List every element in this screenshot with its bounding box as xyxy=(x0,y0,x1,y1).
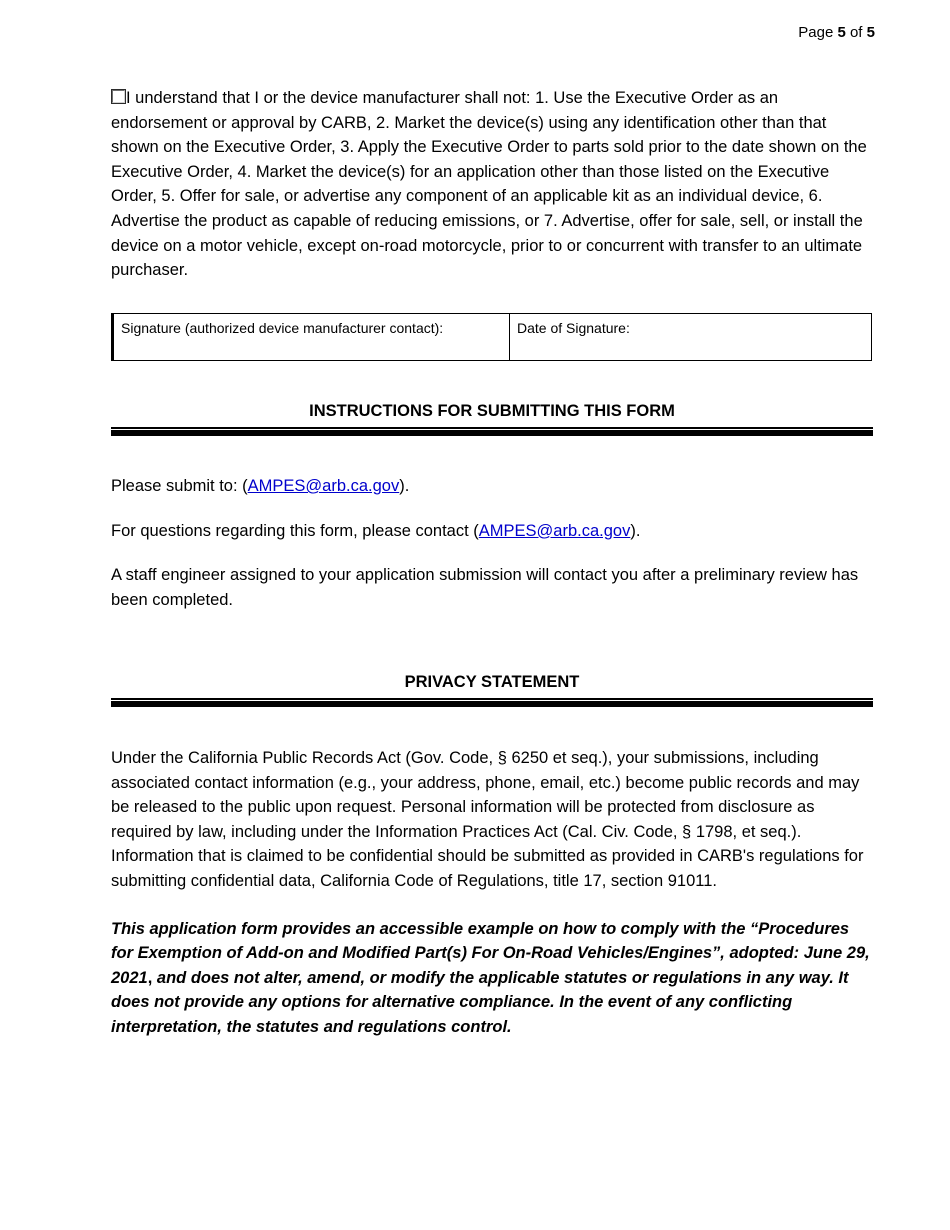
privacy-body xyxy=(111,746,873,1040)
questions-line xyxy=(111,519,873,544)
privacy-heading-rule xyxy=(111,698,873,707)
followup-paragraph: A staff engineer assigned to your application submission will contact you after a preliminary review has been completed. xyxy=(111,566,859,609)
page-header xyxy=(0,24,875,42)
questions-prefix: For questions regarding this form, please contact ( xyxy=(111,521,479,540)
submit-to-prefix: Please submit to: ( xyxy=(111,477,248,495)
disclaimer-part-two: and does not alter, amend, or modify the applicable statutes or regulations in any way. It does not provide any options for alternative compliance. In the event of any conflicting interpretation, the statutes and regulations control. xyxy=(111,968,849,1036)
signature-cell[interactable] xyxy=(114,314,510,360)
date-of-signature-label: Date of Signature: xyxy=(517,320,630,336)
acknowledgement-block xyxy=(111,86,873,283)
acknowledgement-paragraph xyxy=(111,86,873,283)
date-of-signature-cell[interactable] xyxy=(510,314,871,360)
privacy-paragraph: Under the California Public Records Act (Gov. Code, § 6250 et seq.), your submissions, including associated contact information (e.g., your address, phone, email, etc.) become public records and may be released to the public upon request. Personal information will be protected from disclosure as required by law, including under the Information Practices Act (Cal. Civ. Code, § 1798, et seq.). Information that is claimed to be confidential should be submitted as provided in CARB's regulations for submitting confidential data, California Code of Regulations, title 17, section 91011. xyxy=(111,749,864,890)
page-header-middle: of xyxy=(845,24,867,41)
disclaimer-comma: , xyxy=(147,968,153,987)
page-number-total: 5 xyxy=(866,24,875,41)
instructions-body xyxy=(111,474,873,612)
submit-to-line xyxy=(111,474,873,499)
questions-email-link[interactable]: AMPES@arb.ca.gov xyxy=(478,521,631,540)
page-number-current: 5 xyxy=(837,24,846,41)
submit-to-suffix: ). xyxy=(399,477,410,495)
privacy-heading: PRIVACY STATEMENT xyxy=(404,673,580,691)
page-header-prefix: Page xyxy=(798,24,838,41)
signature-table xyxy=(111,313,872,361)
disclaimer-part-one: This application form provides an accessible example on how to comply with the “Procedures for Exemption of Add-on and Modified Part(s) For On-Road Vehicles/Engines”, adopted: June 29, 2021 xyxy=(111,919,870,987)
instructions-heading: INSTRUCTIONS FOR SUBMITTING THIS FORM xyxy=(309,402,675,420)
instructions-heading-rule xyxy=(111,427,873,436)
acknowledgement-checkbox[interactable] xyxy=(111,89,126,104)
questions-suffix: ). xyxy=(630,521,641,540)
instructions-heading-block xyxy=(111,401,873,436)
signature-label: Signature (authorized device manufacturer contact): xyxy=(121,320,444,336)
submit-email-link[interactable]: AMPES@arb.ca.gov xyxy=(247,477,400,495)
disclaimer-paragraph xyxy=(111,917,873,1040)
privacy-heading-block xyxy=(111,672,873,707)
acknowledgement-text: I understand that I or the device manufacturer shall not: 1. Use the Executive Order as an endorsement or approval by CARB, 2. Market the device(s) using any identification other than that shown on the Executive Order, 3. Apply the Executive Order to parts sold prior to the date shown on the Executive Order, 4. Market the device(s) for an application other than those listed on the Executive Order, 5. Offer for sale, or advertise any component of an applicable kit as an individual device, 6. Advertise the product as capable of reducing emissions, or 7. Advertise, offer for sale, sell, or install the device on a motor vehicle, except on-road motorcycle, prior to or concurrent with transfer to an ultimate purchaser. xyxy=(111,89,867,280)
